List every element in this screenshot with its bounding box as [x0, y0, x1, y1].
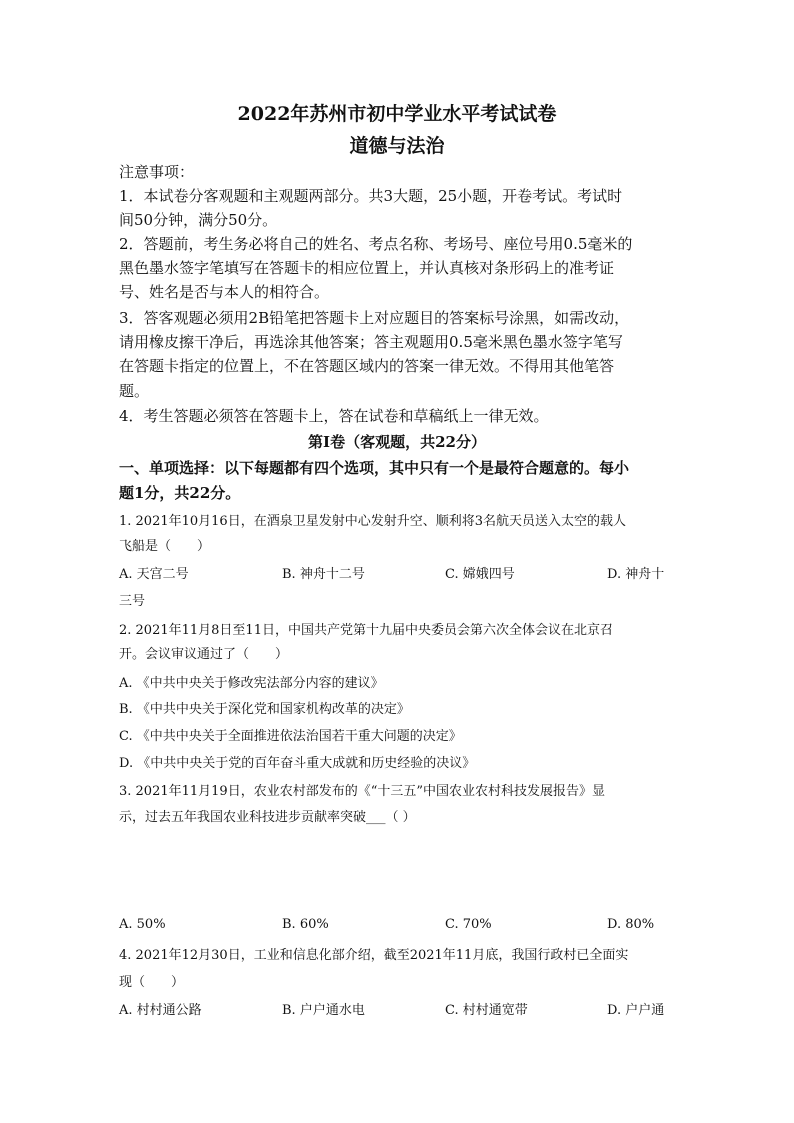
section-heading: 题1分，共22分。: [119, 484, 241, 502]
question-1-option-a: A. 天宫二号: [119, 567, 189, 582]
question-2-text: 2. 2021年11月8日至11日，中国共产党第十九届中央委员会第六次全体会议在北京召: [119, 623, 613, 638]
question-1-option-d-continuation: 三号: [119, 594, 146, 609]
question-1-text: 飞船是（ ）: [119, 539, 211, 554]
page-title: 2022年苏州市初中学业水平考试试卷: [237, 103, 557, 125]
question-4-option-a: A. 村村通公路: [119, 1003, 202, 1018]
page-subtitle: 道德与法治: [349, 135, 445, 157]
question-3-option-c: C. 70%: [445, 917, 492, 932]
question-4-option-b: B. 户户通水电: [282, 1003, 365, 1018]
question-3-text: 示，过去五年我国农业科技进步贡献率突破___（ ）: [119, 810, 416, 825]
question-2-option-a: A. 《中共中央关于修改宪法部分内容的建议》: [119, 676, 384, 691]
notice-heading: 注意事项：: [119, 163, 195, 181]
question-3-text: 3. 2021年11月19日，农业农村部发布的《“十三五”中国农业农村科技发展报告》显: [119, 784, 605, 799]
question-1-option-c: C. 嫦娥四号: [445, 567, 515, 582]
question-2-text: 开。会议审议通过了（ ）: [119, 647, 289, 662]
notice-line: 在答题卡指定的位置上，不在答题区域内的答案一律无效。不得用其他笔答: [119, 357, 615, 375]
section-heading: 一、单项选择：以下每题都有四个选项，其中只有一个是最符合题意的。每小: [119, 459, 630, 477]
question-3-option-b: B. 60%: [282, 917, 329, 932]
question-3-option-a: A. 50%: [119, 917, 166, 932]
notice-line: 号、姓名是否与本人的相符合。: [119, 283, 330, 301]
notice-line: 1．本试卷分客观题和主观题两部分。共3大题，25小题，开卷考试。考试时: [119, 187, 623, 205]
part-title: 第Ⅰ卷（客观题，共22分）: [308, 433, 486, 451]
question-2-option-c: C. 《中共中央关于全面推进依法治国若干重大问题的决定》: [119, 729, 462, 744]
question-4-text: 4. 2021年12月30日，工业和信息化部介绍，截至2021年11月底，我国行政村已全面实: [119, 948, 629, 963]
notice-line: 间50分钟，满分50分。: [119, 211, 278, 229]
notice-line: 4．考生答题必须答在答题卡上，答在试卷和草稿纸上一律无效。: [119, 407, 549, 425]
question-4-option-d: D. 户户通: [607, 1003, 665, 1018]
notice-line: 黑色墨水签字笔填写在答题卡的相应位置上，并认真核对条形码上的准考证: [119, 259, 615, 277]
notice-line: 题。: [119, 382, 150, 400]
notice-line: 请用橡皮擦干净后，再选涂其他答案；答主观题用0.5毫米黑色墨水签字笔写: [119, 333, 623, 351]
question-2-option-b: B. 《中共中央关于深化党和国家机构改革的决定》: [119, 702, 410, 717]
question-3-option-d: D. 80%: [607, 917, 655, 932]
question-2-option-d: D. 《中共中央关于党的百年奋斗重大成就和历史经验的决议》: [119, 756, 476, 771]
question-4-text: 现（ ）: [119, 975, 185, 990]
question-1-option-d: D. 神舟十: [607, 567, 665, 582]
notice-line: 3．答客观题必须用2B铅笔把答题卡上对应题目的答案标号涂黑，如需改动，: [119, 309, 630, 327]
question-1-text: 1. 2021年10月16日，在酒泉卫星发射中心发射升空、顺利将3名航天员送入太空的载人: [119, 514, 626, 529]
question-1-option-b: B. 神舟十二号: [282, 567, 365, 582]
notice-line: 2．答题前，考生务必将自己的姓名、考点名称、考场号、座位号用0.5毫米的: [119, 235, 633, 253]
question-4-option-c: C. 村村通宽带: [445, 1003, 528, 1018]
